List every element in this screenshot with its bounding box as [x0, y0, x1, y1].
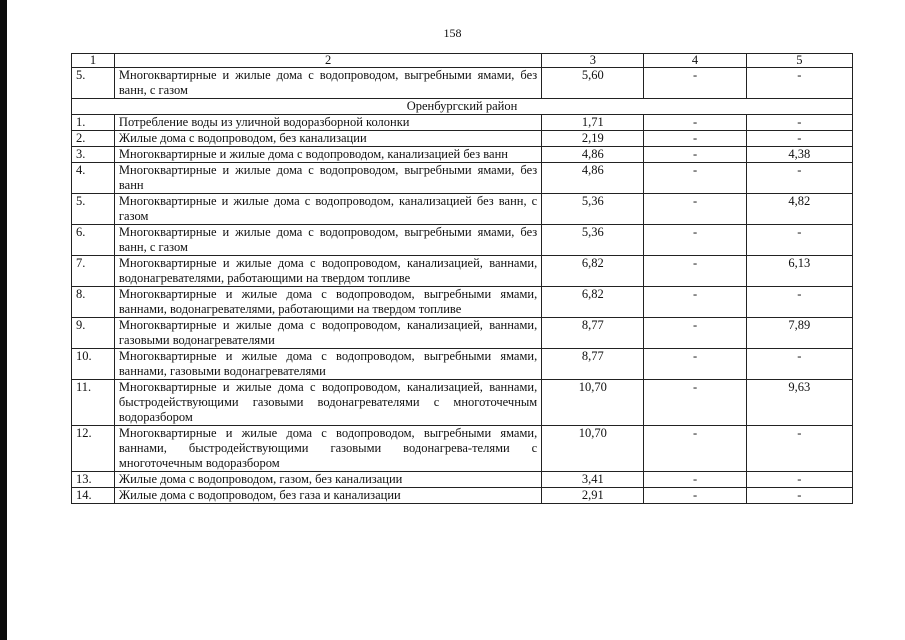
- value-col-5: -: [746, 163, 852, 194]
- value-col-3: 4,86: [542, 147, 644, 163]
- table-row: [72, 225, 853, 256]
- table-row: [72, 131, 853, 147]
- value-col-4: -: [644, 131, 746, 147]
- table-row: [72, 380, 853, 426]
- value-col-5: 4,82: [746, 194, 852, 225]
- value-col-3: 10,70: [542, 426, 644, 472]
- table-row: [72, 147, 853, 163]
- section-title: Оренбургский район: [72, 99, 853, 115]
- value-col-5: -: [746, 488, 852, 504]
- value-col-5: 7,89: [746, 318, 852, 349]
- value-col-3: 8,77: [542, 349, 644, 380]
- table-row: [72, 256, 853, 287]
- row-description: Многоквартирные и жилые дома с водопроводом, канализацией, ваннами, водонагревателями, работающими на твердом топливе: [114, 256, 541, 287]
- row-number: 6.: [72, 225, 115, 256]
- row-description: Многоквартирные и жилые дома с водопроводом, выгребными ямами, ваннами, быстродействующими газовыми водонагрева-телями с многоточечным водоразбором: [114, 426, 541, 472]
- row-description: Многоквартирные и жилые дома с водопроводом, канализацией, ваннами, быстродействующими газовыми водонагревателями с многоточечным водоразбором: [114, 380, 541, 426]
- row-number: 2.: [72, 131, 115, 147]
- value-col-3: 8,77: [542, 318, 644, 349]
- table-row: [72, 194, 853, 225]
- value-col-4: -: [644, 426, 746, 472]
- scan-edge-bar: [0, 0, 7, 640]
- value-col-5: 9,63: [746, 380, 852, 426]
- table-row: [72, 349, 853, 380]
- row-description: Многоквартирные и жилые дома с водопроводом, выгребными ямами, ваннами, водонагревателями, работающими на твердом топливе: [114, 287, 541, 318]
- table-row: [72, 426, 853, 472]
- row-number: 1.: [72, 115, 115, 131]
- value-col-4: -: [644, 163, 746, 194]
- page-number: 158: [443, 26, 462, 40]
- row-description: Многоквартирные и жилые дома с водопроводом, канализацией без ванн: [114, 147, 541, 163]
- value-col-4: -: [644, 318, 746, 349]
- row-description: Жилые дома с водопроводом, газом, без канализации: [114, 472, 541, 488]
- value-col-3: 3,41: [542, 472, 644, 488]
- row-number: 13.: [72, 472, 115, 488]
- table-row: [72, 488, 853, 504]
- value-col-5: -: [746, 225, 852, 256]
- value-col-5: -: [746, 115, 852, 131]
- value-col-4: -: [644, 68, 746, 99]
- row-number: 12.: [72, 426, 115, 472]
- row-number: 14.: [72, 488, 115, 504]
- value-col-5: -: [746, 287, 852, 318]
- header-row: [72, 54, 853, 68]
- value-col-5: -: [746, 349, 852, 380]
- table-row: [72, 318, 853, 349]
- table-row: [72, 287, 853, 318]
- row-description: Жилые дома с водопроводом, без канализации: [114, 131, 541, 147]
- section-row: [72, 99, 853, 115]
- table-row: [72, 68, 853, 99]
- column-header: 2: [114, 54, 541, 68]
- value-col-4: -: [644, 488, 746, 504]
- row-number: 10.: [72, 349, 115, 380]
- row-description: Многоквартирные и жилые дома с водопроводом, выгребными ямами, ваннами, газовыми водонагревателями: [114, 349, 541, 380]
- row-description: Потребление воды из уличной водоразборной колонки: [114, 115, 541, 131]
- row-number: 5.: [72, 68, 115, 99]
- value-col-3: 10,70: [542, 380, 644, 426]
- value-col-5: -: [746, 131, 852, 147]
- value-col-4: -: [644, 147, 746, 163]
- row-number: 11.: [72, 380, 115, 426]
- value-col-4: -: [644, 380, 746, 426]
- column-header: 1: [72, 54, 115, 68]
- row-number: 4.: [72, 163, 115, 194]
- row-description: Многоквартирные и жилые дома с водопроводом, канализацией без ванн, с газом: [114, 194, 541, 225]
- row-number: 3.: [72, 147, 115, 163]
- row-number: 8.: [72, 287, 115, 318]
- row-number: 9.: [72, 318, 115, 349]
- table-row: [72, 163, 853, 194]
- value-col-5: 6,13: [746, 256, 852, 287]
- column-header: 4: [644, 54, 746, 68]
- row-number: 5.: [72, 194, 115, 225]
- row-description: Многоквартирные и жилые дома с водопроводом, выгребными ямами, без ванн, с газом: [114, 68, 541, 99]
- row-description: Многоквартирные и жилые дома с водопроводом, выгребными ямами, без ванн: [114, 163, 541, 194]
- row-description: Многоквартирные и жилые дома с водопроводом, канализацией, ваннами, газовыми водонагревателями: [114, 318, 541, 349]
- value-col-3: 5,60: [542, 68, 644, 99]
- value-col-3: 5,36: [542, 194, 644, 225]
- value-col-4: -: [644, 256, 746, 287]
- row-description: Многоквартирные и жилые дома с водопроводом, выгребными ямами, без ванн, с газом: [114, 225, 541, 256]
- water-consumption-table: [71, 53, 853, 504]
- value-col-5: -: [746, 472, 852, 488]
- value-col-3: 2,19: [542, 131, 644, 147]
- value-col-3: 5,36: [542, 225, 644, 256]
- value-col-5: -: [746, 426, 852, 472]
- row-number: 7.: [72, 256, 115, 287]
- value-col-4: -: [644, 349, 746, 380]
- value-col-3: 1,71: [542, 115, 644, 131]
- value-col-5: -: [746, 68, 852, 99]
- value-col-4: -: [644, 194, 746, 225]
- value-col-4: -: [644, 287, 746, 318]
- value-col-5: 4,38: [746, 147, 852, 163]
- column-header: 3: [542, 54, 644, 68]
- table-body: [72, 54, 853, 504]
- value-col-3: 6,82: [542, 256, 644, 287]
- column-header: 5: [746, 54, 852, 68]
- row-description: Жилые дома с водопроводом, без газа и канализации: [114, 488, 541, 504]
- value-col-3: 4,86: [542, 163, 644, 194]
- value-col-3: 2,91: [542, 488, 644, 504]
- value-col-4: -: [644, 115, 746, 131]
- value-col-4: -: [644, 472, 746, 488]
- value-col-4: -: [644, 225, 746, 256]
- table-row: [72, 472, 853, 488]
- table-row: [72, 115, 853, 131]
- value-col-3: 6,82: [542, 287, 644, 318]
